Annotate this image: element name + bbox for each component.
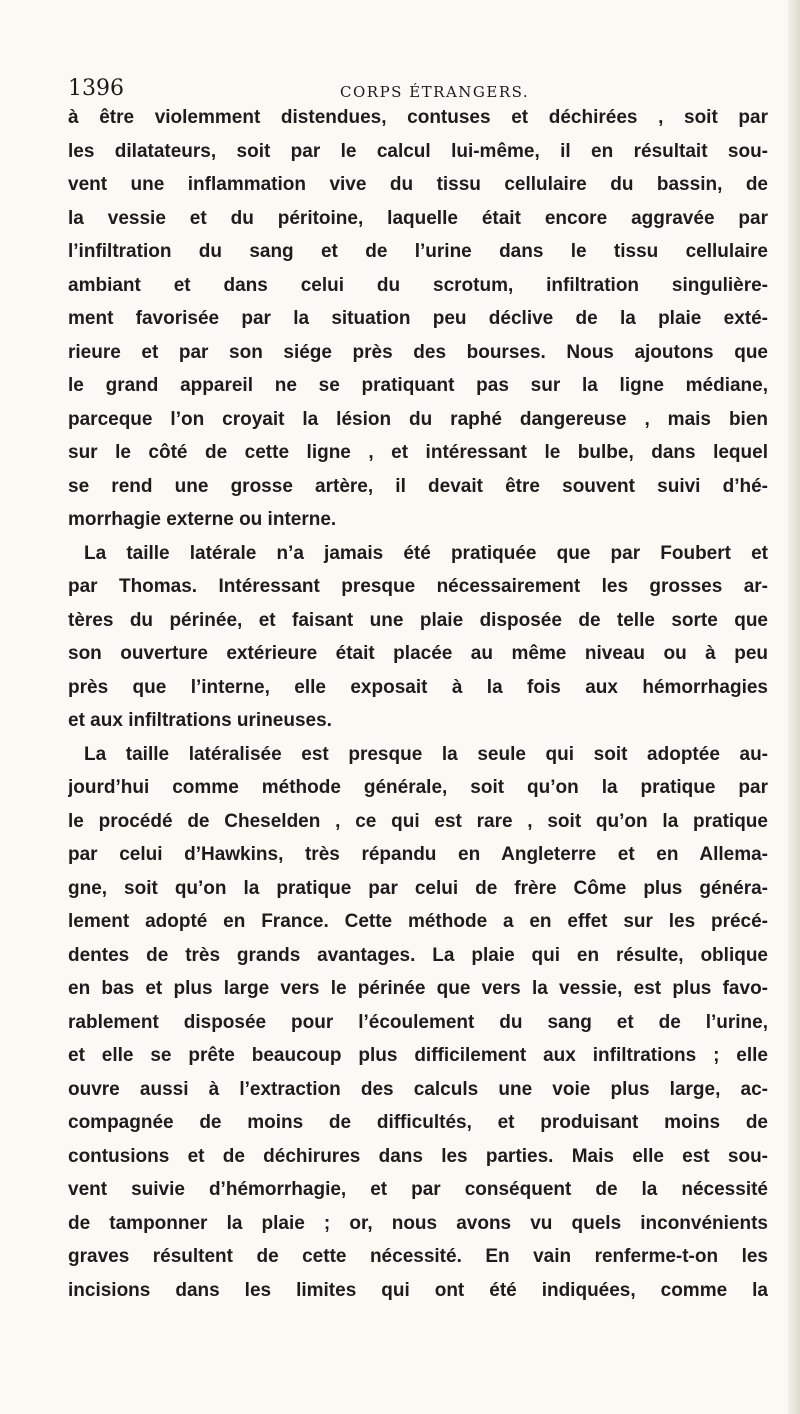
text-line: près que l’interne, elle exposait à la fois aux hémorrhagies — [68, 676, 768, 698]
text-line: de tamponner la plaie ; or, nous avons vu quels inconvénients — [68, 1212, 768, 1234]
text-line: par celui d’Hawkins, très répandu en Angleterre et en Allema- — [68, 844, 768, 865]
text-line: ouvre aussi à l’extraction des calculs une voie plus large, ac- — [68, 1078, 768, 1100]
text-line: tères du périnée, et faisant une plaie disposée de telle sorte que — [68, 609, 768, 631]
text-line: son ouverture extérieure était placée au même niveau ou à peu — [68, 643, 768, 664]
text-line: rieure et par son siége près des bourses. Nous ajoutons que — [68, 341, 768, 363]
text-line: compagnée de moins de difficultés, et produisant moins de — [68, 1112, 768, 1133]
text-line: le procédé de Cheselden , ce qui est rare , soit qu’on la pratique — [68, 810, 768, 832]
text-line: contusions et de déchirures dans les parties. Mais elle est sou- — [68, 1145, 768, 1167]
text-line: en bas et plus large vers le périnée que vers la vessie, est plus favo- — [68, 978, 768, 999]
page-edge-shadow — [788, 0, 800, 1414]
text-line: sur le côté de cette ligne , et intéressant le bulbe, dans lequel — [68, 442, 768, 463]
body-text — [68, 101, 768, 1307]
text-line: ambiant et dans celui du scrotum, infiltration singulière- — [68, 274, 768, 296]
text-line-paragraph-end: morrhagie externe ou interne. — [68, 509, 337, 530]
text-line: ment favorisée par la situation peu déclive de la plaie exté- — [68, 308, 768, 329]
text-line: incisions dans les limites qui ont été indiquées, comme la — [68, 1279, 768, 1301]
text-line: et elle se prête beaucoup plus difficilement aux infiltrations ; elle — [68, 1045, 768, 1066]
running-title: CORPS ÉTRANGERS. — [340, 83, 530, 101]
text-line: à être violemment distendues, contuses et déchirées , soit par — [68, 107, 768, 128]
text-line: par Thomas. Intéressant presque nécessairement les grosses ar- — [68, 576, 768, 597]
text-line: vent suivie d’hémorrhagie, et par conséquent de la nécessité — [68, 1179, 768, 1200]
text-line: le grand appareil ne se pratiquant pas sur la ligne médiane, — [68, 375, 768, 396]
text-line: dentes de très grands avantages. La plaie qui en résulte, oblique — [68, 944, 768, 966]
text-line: jourd’hui comme méthode générale, soit qu’on la pratique par — [68, 777, 768, 798]
text-line-paragraph-start: La taille latéralisée est presque la seule qui soit adoptée au- — [84, 743, 768, 765]
text-line: graves résultent de cette nécessité. En vain renferme-t-on les — [68, 1246, 768, 1267]
text-line: parceque l’on croyait la lésion du raphé dangereuse , mais bien — [68, 408, 768, 430]
text-line: la vessie et du péritoine, laquelle était encore aggravée par — [68, 207, 768, 229]
text-line: gne, soit qu’on la pratique par celui de frère Côme plus généra- — [68, 877, 768, 899]
text-line: se rend une grosse artère, il devait être souvent suivi d’hé- — [68, 475, 768, 497]
text-line: l’infiltration du sang et de l’urine dans le tissu cellulaire — [68, 241, 768, 262]
text-line: lement adopté en France. Cette méthode a en effet sur les précé- — [68, 911, 768, 932]
text-line-paragraph-start: La taille latérale n’a jamais été pratiquée que par Foubert et — [84, 542, 768, 564]
page-number: 1396 — [68, 76, 124, 101]
text-line: vent une inflammation vive du tissu cellulaire du bassin, de — [68, 174, 768, 195]
text-line-paragraph-end: et aux infiltrations urineuses. — [68, 710, 332, 731]
text-line: les dilatateurs, soit par le calcul lui-même, il en résultait sou- — [68, 140, 768, 162]
text-line: rablement disposée pour l’écoulement du sang et de l’urine, — [68, 1011, 768, 1033]
